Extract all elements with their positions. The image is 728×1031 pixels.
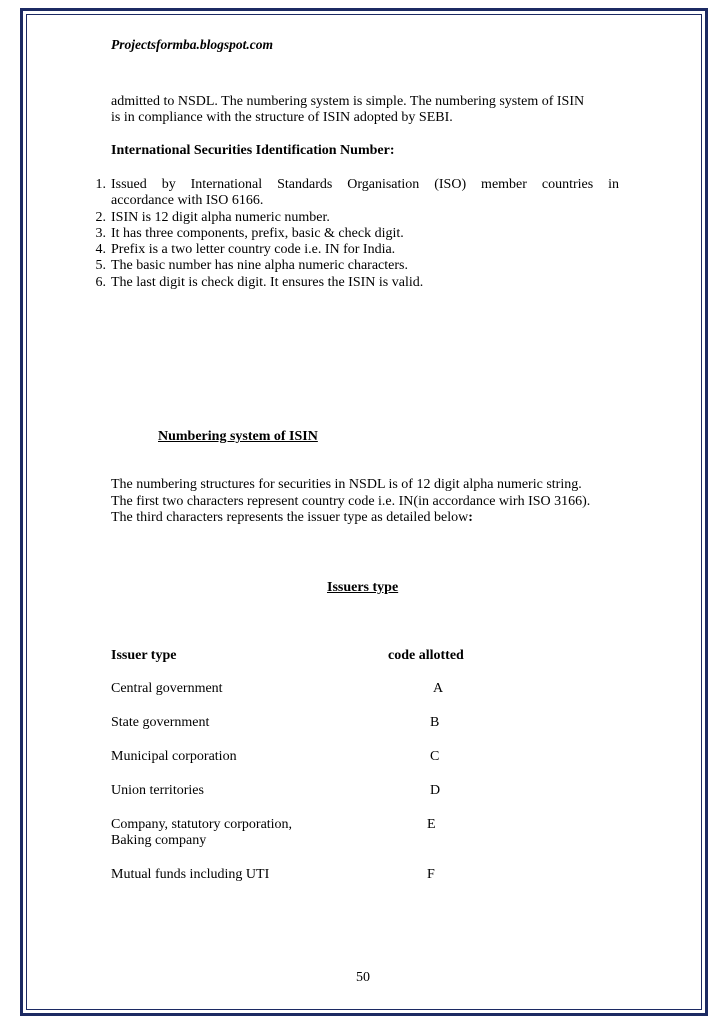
table-row-type: Company, statutory corporation, [111, 817, 293, 832]
table-row-type: Central government [111, 681, 223, 696]
numbering-para-line-3 [111, 510, 473, 526]
numbering-para-line-3-text: The third characters represents the issuer type as detailed below [111, 510, 469, 525]
list-item-3: It has three components, prefix, basic & check digit. [111, 226, 404, 241]
table-row-type: Mutual funds including UTI [111, 867, 270, 882]
intro-line-1: admitted to NSDL. The numbering system is simple. The numbering system of ISIN [111, 94, 585, 109]
table-row-code: A [433, 681, 444, 696]
numbering-para-line-2: The first two characters represent country code i.e. IN(in accordance wirh ISO 3166). [111, 494, 591, 509]
list-item-1-line-2: accordance with ISO 6166. [111, 193, 264, 208]
table-row-code: F [427, 867, 435, 882]
table-header-code-allotted: code allotted [388, 648, 464, 663]
numbering-heading: Numbering system of ISIN [158, 429, 318, 444]
list-item-2: ISIN is 12 digit alpha numeric number. [111, 210, 330, 225]
list-number: 5. [95, 258, 106, 273]
list-number: 1. [95, 177, 106, 192]
table-row-code: D [430, 783, 441, 798]
list-item-4: Prefix is a two letter country code i.e. IN for India. [111, 242, 396, 257]
list-item-1-line-1: Issued by International Standards Organisation (ISO) member countries in [111, 177, 619, 192]
isin-heading: International Securities Identification Number: [111, 143, 395, 158]
list-number: 2. [95, 210, 106, 225]
numbering-para-colon: : [468, 510, 473, 525]
intro-line-2: is in compliance with the structure of ISIN adopted by SEBI. [111, 110, 453, 125]
table-row-type: Municipal corporation [111, 749, 237, 764]
table-row-code: B [430, 715, 440, 730]
list-number: 4. [95, 242, 106, 257]
numbering-para-line-1: The numbering structures for securities in NSDL is of 12 digit alpha numeric string. [111, 477, 582, 492]
issuers-heading: Issuers type [327, 580, 399, 595]
list-item-5: The basic number has nine alpha numeric characters. [111, 258, 408, 273]
list-number: 6. [95, 275, 106, 290]
table-row-type: State government [111, 715, 210, 730]
table-row-code: C [430, 749, 440, 764]
table-header-issuer-type: Issuer type [111, 648, 177, 663]
list-item-6: The last digit is check digit. It ensures the ISIN is valid. [111, 275, 424, 290]
table-row-code: E [427, 817, 436, 832]
table-row-type-line-2: Baking company [111, 833, 207, 848]
page-header: Projectsformba.blogspot.com [111, 37, 273, 52]
page-number: 50 [356, 970, 370, 985]
list-number: 3. [95, 226, 106, 241]
table-row-type: Union territories [111, 783, 204, 798]
